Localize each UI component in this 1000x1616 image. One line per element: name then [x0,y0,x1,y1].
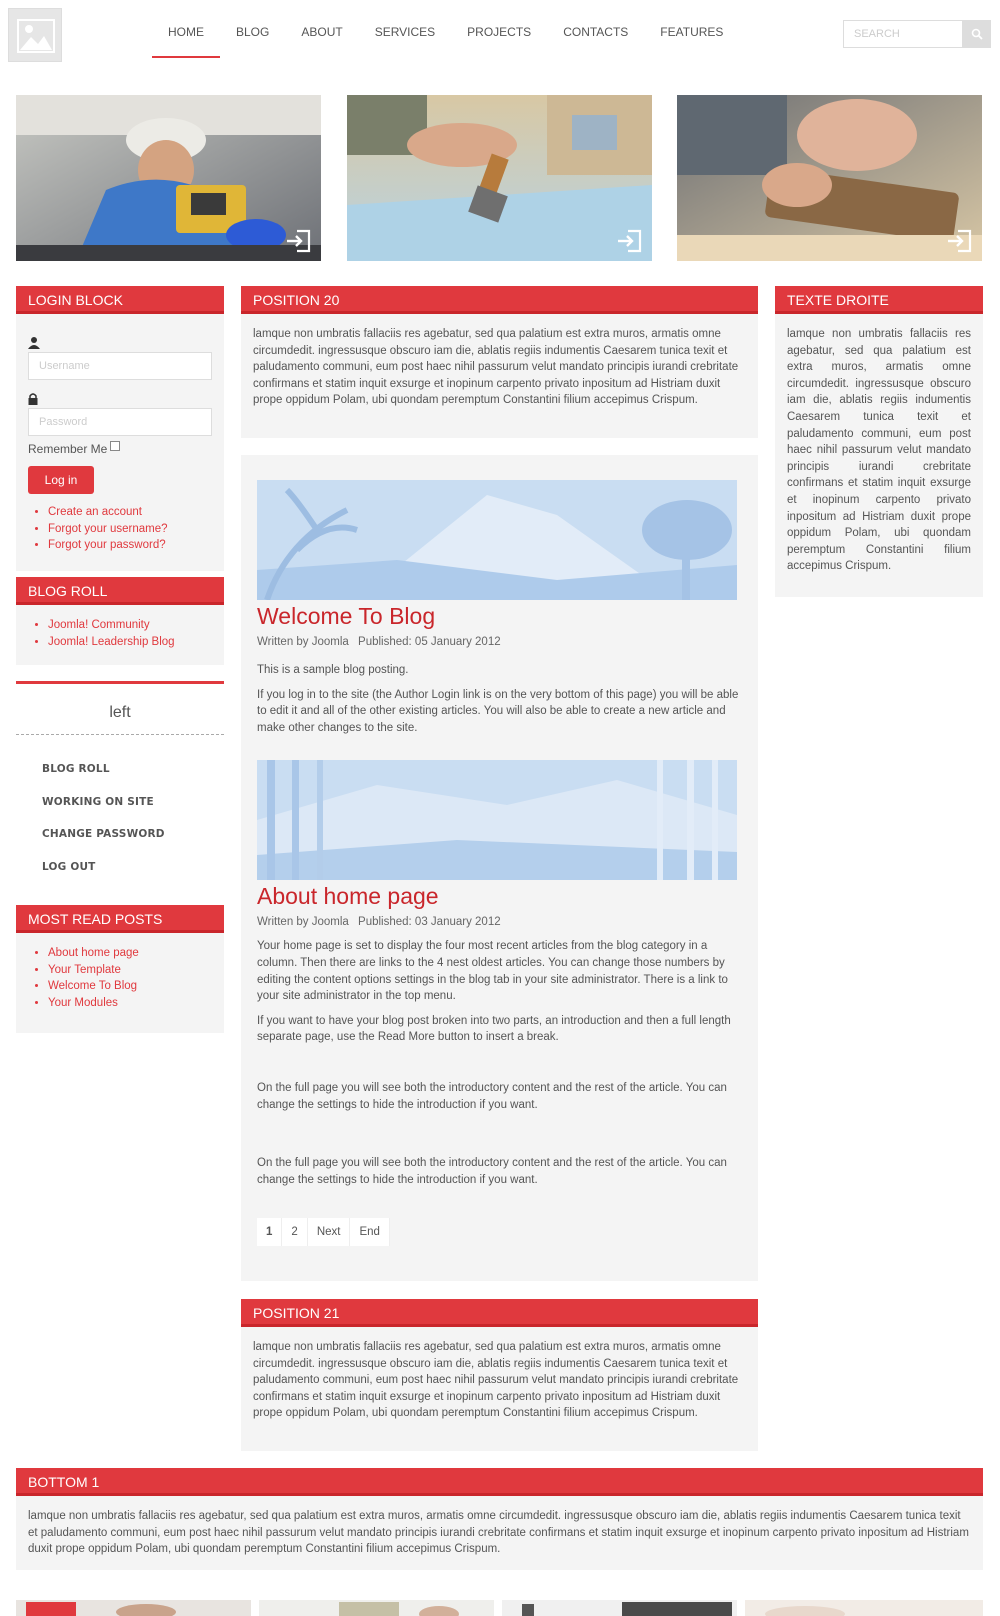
nav-item-services[interactable]: SERVICES [374,25,436,39]
thumbnail-photo [259,1600,494,1616]
pagination-next[interactable]: Next [308,1218,351,1246]
bottom-1-text: lamque non umbratis fallaciis res agebatur, sed qua palatium est extra muros, armatis omne circumdedit. ingressusque obscuro iam die, ablatis regiis indumentis Caesarem tunica texit et paludamento communi, eum post haec nihil passurum velut mandato principis iurandi crebritate confirmans et statim inquit exsurge et inopinum carpento privato inpositum ad Histriam duxit prope oppidum Polam, ubi quondam peremptum Constantini filium accepimus Crispum. [28,1510,969,1556]
most-read-block [16,905,224,1033]
nav-item-projects[interactable]: PROJECTS [467,25,532,39]
texte-droite-text: lamque non umbratis fallaciis res agebatur, sed qua palatium est extra muros, armatis omne circumdedit. ingressusque obscuro iam die, ablatis regiis indumentis Caesarem tunica texit et paludamento communi, eum post haec nihil passurum velut mandato principis iurandi crebritate confirmans et statim inquit exsurge et inopinum carpento privato inpositum ad Histriam duxit prope oppidum Polam, ubi quondam peremptum Constantini filium accepimus Crispum. [787,328,971,573]
article-paragraph: Your home page is set to display the four most recent articles from the blog category in a column. Then there are links to the 4 nest oldest articles. You can change those numbers by editing the content options settings in the blog tab in your site administrator. There is a link to your site administrator in the top menu. [257,940,728,1003]
hero-photo [677,95,982,261]
article-meta [257,636,742,648]
hero-image-painter[interactable] [347,95,652,261]
left-menu-item-blog-roll[interactable]: BLOG ROLL [42,763,110,775]
hero-image-technician[interactable] [16,95,321,261]
blog-roll-links [48,617,224,650]
pagination-end[interactable]: End [350,1218,389,1246]
position-20-text: lamque non umbratis fallaciis res agebatur, sed qua palatium est extra muros, armatis omne circumdedit. ingressusque obscuro iam die, ablatis regiis indumentis Caesarem tunica texit et paludamento communi, eum post haec nihil passurum velut mandato principis iurandi crebritate confirmans et statim inquit exsurge et inopinum carpento privato inpositum ad Histriam duxit prope oppidum Polam, ubi quondam peremptum Constantini filium accepimus Crispum. [253,328,739,407]
article-paragraph: This is a sample blog posting. [257,664,409,676]
lock-icon [28,392,224,406]
footer-thumbnail[interactable] [16,1600,251,1616]
list-item [48,617,224,634]
most-read-link[interactable]: Your Template [48,963,121,976]
list-item [48,634,224,651]
login-links [48,504,224,554]
create-account-link[interactable]: Create an account [48,506,142,518]
joomla-community-link[interactable]: Joomla! Community [48,619,150,631]
forgot-username-link[interactable]: Forgot your username? [48,522,168,535]
enter-icon [616,229,642,253]
bottom-1-title: BOTTOM 1 [16,1468,983,1496]
texte-droite-block [775,286,983,597]
hero-photo [347,95,652,261]
left-menu-heading: left [16,684,224,735]
texte-droite-title: TEXTE DROITE [775,286,983,314]
article-title[interactable]: About home page [257,883,439,910]
position-20-title: POSITION 20 [241,286,758,314]
username-input[interactable] [28,352,212,380]
remember-me-label: Remember Me [28,442,108,456]
left-menu [16,681,224,883]
blog-roll-title: BLOG ROLL [16,577,224,605]
blog-roll-block [16,577,224,665]
article-meta [257,916,742,928]
position-21-title: POSITION 21 [241,1299,758,1327]
login-button[interactable]: Log in [28,466,94,494]
nav-item-blog[interactable]: BLOG [236,25,270,39]
list-item [48,978,224,995]
left-menu-item-change-password[interactable]: CHANGE PASSWORD [42,828,165,840]
hero-image-carpenter[interactable] [677,95,982,261]
thumbnail-photo [502,1600,737,1616]
article-paragraph: If you want to have your blog post broken into two parts, an introduction and then a full length separate page, use the Read More button to insert a break. [257,1014,731,1044]
search-box [843,20,991,48]
most-read-link[interactable]: Your Modules [48,996,118,1009]
list-item [48,945,224,962]
pagination-page-1[interactable]: 1 [257,1218,282,1246]
hero-photo [16,95,321,261]
article [257,480,742,736]
article-author: Written by Joomla [257,636,349,648]
pagination-page-2[interactable]: 2 [282,1218,307,1246]
most-read-links [48,945,224,1011]
search-input[interactable] [843,20,963,48]
footer-thumbnail[interactable] [745,1600,983,1616]
position-20-block [241,286,758,438]
image-placeholder-icon [17,17,55,55]
footer-thumbnail[interactable] [259,1600,494,1616]
enter-icon [285,229,311,253]
search-icon [971,28,983,40]
list-item [48,537,224,554]
enter-icon [946,229,972,253]
article-paragraph: On the full page you will see both the introductory content and the rest of the article. You can change the settings to hide the introduction if you want. [257,1081,727,1111]
thumbnail-photo [745,1600,983,1616]
remember-me [28,442,224,456]
bottom-1-block [16,1468,983,1570]
blog-content [241,455,758,1281]
user-icon [28,336,224,350]
most-read-title: MOST READ POSTS [16,905,224,933]
main-nav [152,0,739,58]
password-input[interactable] [28,408,212,436]
list-item [48,962,224,979]
article-published: Published: 05 January 2012 [358,636,501,648]
joomla-leadership-link[interactable]: Joomla! Leadership Blog [48,635,175,648]
position-21-text: lamque non umbratis fallaciis res agebatur, sed qua palatium est extra muros, armatis omne circumdedit. ingressusque obscuro iam die, ablatis regiis indumentis Caesarem tunica texit et paludamento communi, eum post haec nihil passurum velut mandato principis iurandi crebritate confirmans et statim inquit exsurge et inopinum carpento privato inpositum ad Histriam duxit prope oppidum Polam, ubi quondam peremptum Constantini filium accepimus Crispum. [253,1341,739,1420]
search-button[interactable] [963,20,991,48]
list-item [48,504,224,521]
left-menu-item-log-out[interactable]: LOG OUT [42,860,96,873]
nav-item-home[interactable]: HOME [152,0,220,58]
article-paragraph: If you log in to the site (the Author Login link is on the very bottom of this page) you will be able to edit it and all of the other existing articles. You will also be able to create a new article and make other changes to the site. [257,688,739,734]
position-21-block [241,1299,758,1451]
footer-thumbnail[interactable] [502,1600,737,1616]
login-block [16,286,224,571]
most-read-link[interactable]: Welcome To Blog [48,980,138,993]
article-paragraph: On the full page you will see both the introductory content and the rest of the article. You can change the settings to hide the introduction if you want. [257,1157,727,1186]
nav-item-contacts[interactable]: CONTACTS [563,25,629,39]
list-item [48,995,224,1012]
forgot-password-link[interactable]: Forgot your password? [48,539,166,552]
article-image-mountain [257,480,737,600]
nav-item-features[interactable]: FEATURES [660,25,724,39]
article [257,760,742,1188]
pagination [257,1218,742,1246]
list-item [48,521,224,538]
nav-item-about[interactable]: ABOUT [301,25,343,39]
article-published: Published: 03 January 2012 [358,916,501,929]
article-image-bamboo [257,760,737,880]
left-menu-item-working-on-site[interactable]: WORKING ON SITE [42,795,154,808]
most-read-link[interactable]: About home page [48,947,139,959]
article-title[interactable]: Welcome To Blog [257,603,436,629]
article-author: Written by Joomla [257,916,349,929]
remember-me-checkbox[interactable] [110,441,120,451]
login-block-title: LOGIN BLOCK [16,286,224,314]
thumbnail-photo [16,1600,251,1616]
site-logo[interactable] [8,8,62,62]
